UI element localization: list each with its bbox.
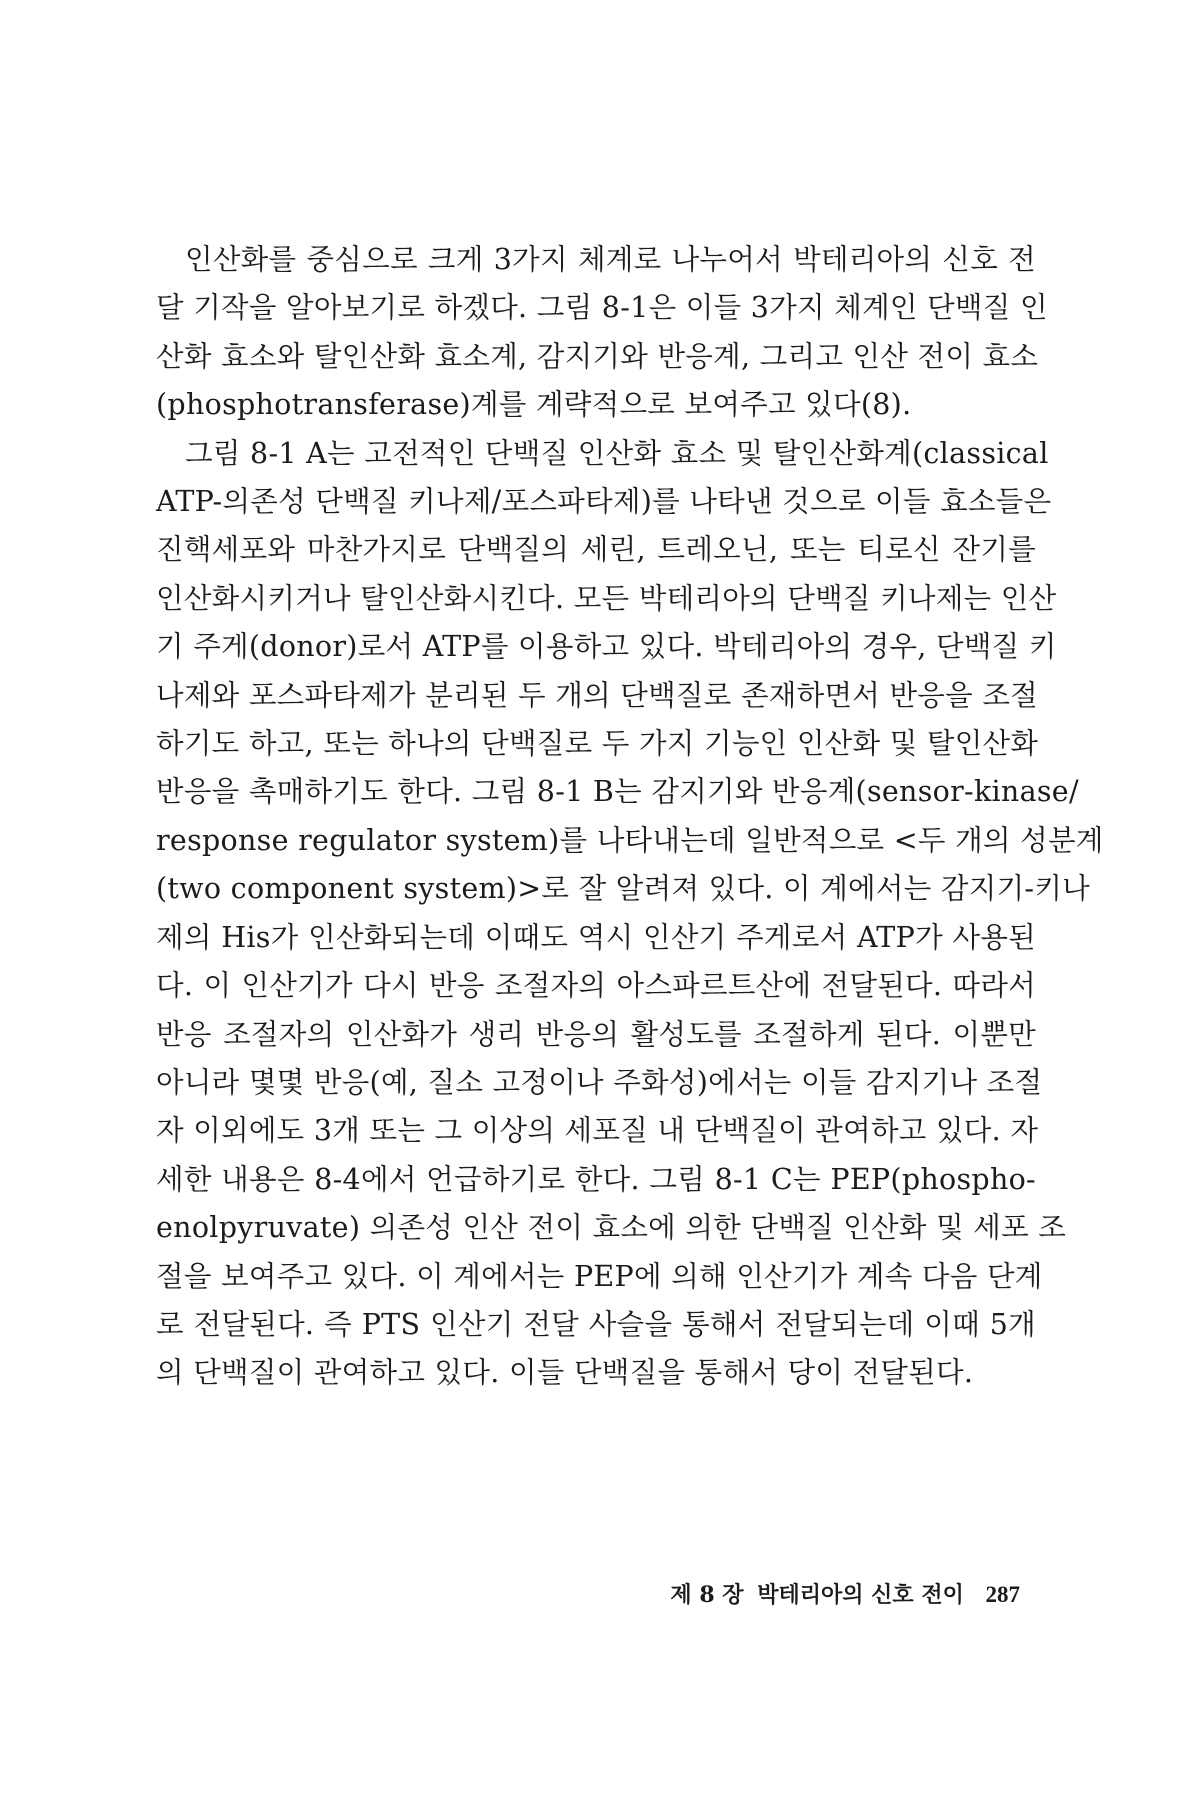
text-line: 제의 His가 인산화되는데 이때도 역시 인산기 주게로서 ATP가 사용된 bbox=[156, 920, 1036, 954]
text-line: 다. 이 인산기가 다시 반응 조절자의 아스파르트산에 전달된다. 따라서 bbox=[156, 969, 1036, 1003]
text-line: (phosphotransferase)계를 계략적으로 보여주고 있다(8). bbox=[156, 388, 912, 422]
text-line: 나제와 포스파타제가 분리된 두 개의 단백질로 존재하면서 반응을 조절 bbox=[156, 678, 1038, 712]
text-line: 기 주게(donor)로서 ATP를 이용하고 있다. 박테리아의 경우, 단백질 키 bbox=[156, 630, 1057, 664]
text-line: response regulator system)를 나타내는데 일반적으로 <두 개의 성분계 bbox=[156, 823, 1104, 857]
chapter-title: 박테리아의 신호 전이 bbox=[757, 1582, 964, 1608]
text-line: 하기도 하고, 또는 하나의 단백질로 두 가지 기능인 인산화 및 탈인산화 bbox=[156, 727, 1039, 761]
chapter-label: 제 8 장 bbox=[670, 1582, 744, 1608]
text-line: 절을 보여주고 있다. 이 계에서는 PEP에 의해 인산기가 계속 다음 단계 bbox=[156, 1259, 1043, 1293]
paragraph-1 bbox=[156, 236, 1048, 430]
paragraph-2 bbox=[156, 430, 1104, 1398]
body-text bbox=[156, 236, 1104, 1398]
text-line: 산화 효소와 탈인산화 효소계, 감지기와 반응계, 그리고 인산 전이 효소 bbox=[156, 339, 1039, 373]
page-number: 287 bbox=[985, 1582, 1020, 1607]
text-line: 아니라 몇몇 반응(예, 질소 고정이나 주화성)에서는 이들 감지기나 조절 bbox=[156, 1065, 1043, 1099]
running-footer bbox=[640, 1578, 1020, 1609]
text-line: enolpyruvate) 의존성 인산 전이 효소에 의한 단백질 인산화 및 세포 조 bbox=[156, 1211, 1067, 1245]
text-line: 진핵세포와 마찬가지로 단백질의 세린, 트레오닌, 또는 티로신 잔기를 bbox=[156, 533, 1036, 567]
text-line: ATP-의존성 단백질 키나제/포스파타제)를 나타낸 것으로 이들 효소들은 bbox=[156, 485, 1052, 519]
text-line: 반응 조절자의 인산화가 생리 반응의 활성도를 조절하게 된다. 이뿐만 bbox=[156, 1017, 1036, 1051]
text-line: 인산화시키거나 탈인산화시킨다. 모든 박테리아의 단백질 키나제는 인산 bbox=[156, 581, 1057, 615]
text-line: 반응을 촉매하기도 한다. 그림 8-1 B는 감지기와 반응계(sensor-kinase/ bbox=[156, 775, 1079, 809]
text-line: 자 이외에도 3개 또는 그 이상의 세포질 내 단백질이 관여하고 있다. 자 bbox=[156, 1114, 1039, 1148]
text-line: 그림 8-1 A는 고전적인 단백질 인산화 효소 및 탈인산화계(classical bbox=[185, 436, 1049, 470]
text-line: 인산화를 중심으로 크게 3가지 체계로 나누어서 박테리아의 신호 전 bbox=[185, 243, 1036, 276]
text-line: 의 단백질이 관여하고 있다. 이들 단백질을 통해서 당이 전달된다. bbox=[156, 1356, 974, 1390]
text-line: 세한 내용은 8-4에서 언급하기로 한다. 그림 8-1 C는 PEP(phospho- bbox=[156, 1162, 1036, 1196]
text-line: 로 전달된다. 즉 PTS 인산기 전달 사슬을 통해서 전달되는데 이때 5개 bbox=[156, 1307, 1036, 1341]
text-line: 달 기작을 알아보기로 하겠다. 그림 8-1은 이들 3가지 체계인 단백질 인 bbox=[156, 291, 1048, 325]
text-line: (two component system)>로 잘 알려져 있다. 이 계에서는 감지기-키나 bbox=[156, 872, 1090, 906]
